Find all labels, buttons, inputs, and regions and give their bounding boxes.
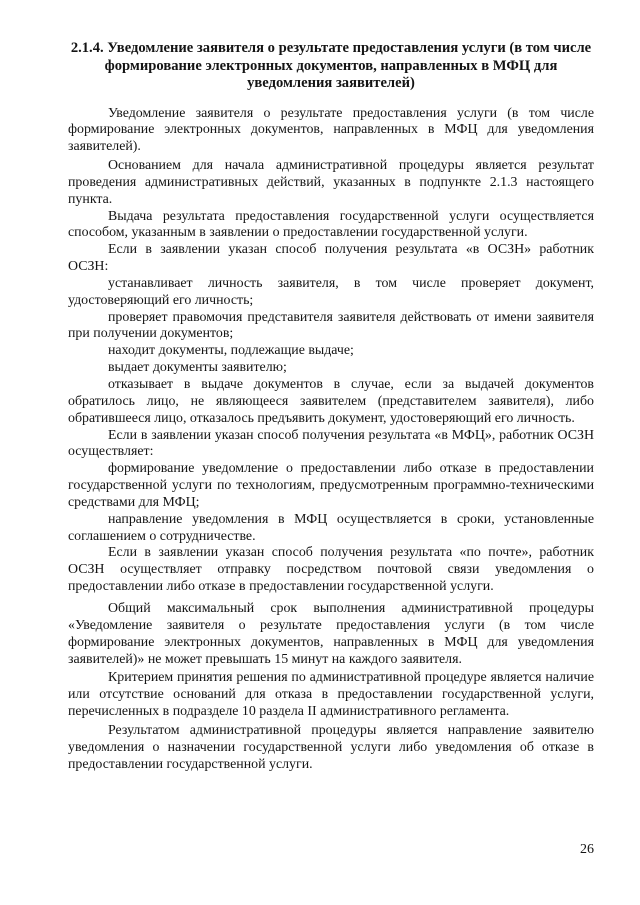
document-body — [68, 106, 594, 774]
page-number: 26 — [580, 842, 594, 857]
paragraph-mfc-step-form: формирование уведомление о предоставлении либо отказе в предоставлении государственной услуги по технологиям, предусмотренным программно-техническими средствами для МФЦ; — [68, 461, 594, 510]
paragraph-intro: Уведомление заявителя о результате предоставления услуги (в том числе формирование электронных документов, направленных в МФЦ для уведомления заявителей). — [68, 105, 594, 155]
paragraph-oszn-step-find: находит документы, подлежащие выдаче; — [108, 343, 354, 359]
paragraph-oszn-step-identity: устанавливает личность заявителя, в том числе проверяет документ, удостоверяющий его личность; — [68, 275, 594, 308]
paragraph-mfc-step-send: направление уведомления в МФЦ осуществляется в сроки, установленные соглашением о сотрудничестве. — [68, 511, 594, 544]
document-page — [68, 40, 594, 773]
paragraph-result: Результатом административной процедуры является направление заявителю уведомления о назначении государственной услуги либо уведомления об отказе в предоставлении государственной услуги. — [68, 722, 594, 772]
paragraph-oszn-method: Если в заявлении указан способ получения результата «в ОСЗН» работник ОСЗН: — [68, 242, 594, 275]
paragraph-oszn-step-authority: проверяет правомочия представителя заявителя действовать от имени заявителя при получении документов; — [68, 309, 594, 342]
paragraph-max-term: Общий максимальный срок выполнения административной процедуры «Уведомление заявителя о результате предоставления услуги (в том числе формирование электронных документов, направленных в МФЦ для уведомления заявителей)» не может превышать 15 минут на каждого заявителя. — [68, 600, 594, 667]
paragraph-mfc-method: Если в заявлении указан способ получения результата «в МФЦ», работник ОСЗН осуществляет: — [68, 427, 594, 460]
paragraph-criterion: Критерием принятия решения по административной процедуре является наличие или отсутствие оснований для отказа в предоставлении государственной услуги, перечисленных в подразделе 10 раздела II административного регламента. — [68, 670, 594, 720]
paragraph-basis: Основанием для начала административной процедуры является результат проведения административных действий, указанных в подпункте 2.1.3 настоящего пункта. — [68, 158, 594, 207]
paragraph-oszn-step-issue: выдает документы заявителю; — [108, 360, 287, 376]
section-heading: 2.1.4. Уведомление заявителя о результате предоставления услуги (в том числе формирование электронных документов, направленных в МФЦ для уведомления заявителей) — [70, 40, 592, 91]
paragraph-issuance: Выдача результата предоставления государственной услуги осуществляется способом, указанным в заявлении о предоставлении государственной услуги. — [68, 208, 594, 241]
paragraph-oszn-step-refuse: отказывает в выдаче документов в случае, если за выдачей документов обратилось лицо, не являющееся заявителем (представителем заявителя), либо обратившееся лицо, отказалось предъявить документ, удостоверяющий его личность. — [68, 377, 594, 426]
paragraph-mail-method: Если в заявлении указан способ получения результата «по почте», работник ОСЗН осуществляет отправку посредством почтовой связи уведомления о предоставлении либо отказе в предоставлении государственной услуги. — [68, 545, 594, 595]
